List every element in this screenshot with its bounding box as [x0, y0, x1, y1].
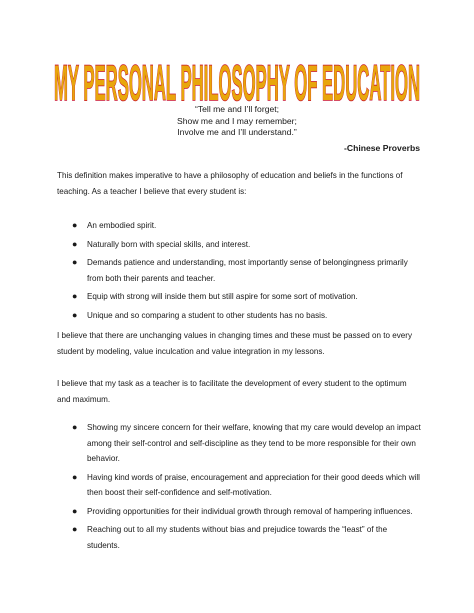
list-item — [72, 504, 422, 520]
quote-line: “Tell me and I’ll forget; — [194, 104, 280, 114]
bullet-icon: ● — [72, 422, 78, 432]
page-title-art — [52, 52, 422, 110]
list-item-text: An embodied spirit. — [87, 221, 157, 230]
epigraph-quote — [0, 104, 474, 139]
list-item-text: Unique and so comparing a student to other students has no basis. — [87, 310, 328, 320]
bullet-icon: ● — [72, 505, 78, 516]
page-title-text: MY PERSONAL PHILOSOPHY OF EDUCATION — [54, 55, 420, 110]
bullet-icon: ● — [72, 238, 78, 249]
intro-paragraph: This definition makes imperative to have a philosophy of education and beliefs in the functions of teaching. As a teacher I believe that every student is: — [57, 171, 403, 196]
quote-attribution: -Chinese Proverbs — [344, 143, 420, 153]
bullet-icon: ● — [72, 291, 78, 301]
quote-line: Involve me and I’ll understand.” — [177, 127, 297, 137]
list-item-text: Providing opportunities for their individual growth through removal of hampering influences. — [87, 506, 413, 516]
bullet-icon: ● — [72, 220, 78, 230]
list-item-text: Equip with strong will inside them but still aspire for some sort of motivation. — [87, 292, 358, 301]
list-item-text: Naturally born with special skills, and interest. — [87, 239, 251, 249]
list-item — [72, 237, 422, 253]
list-item — [72, 522, 422, 553]
list-item — [72, 470, 422, 501]
list-item — [72, 308, 422, 324]
page-title — [52, 52, 422, 110]
list-item — [72, 218, 422, 234]
bullet-icon: ● — [72, 524, 78, 534]
list-item-text: Having kind words of praise, encouragement and appreciation for their good deeds which will then boost their self-confidence and self-motivation. — [87, 472, 420, 497]
task-paragraph: I believe that my task as a teacher is to facilitate the development of every student to the optimum and maximum. — [57, 379, 407, 404]
bullet-icon: ● — [72, 309, 78, 320]
list-item — [72, 420, 422, 467]
list-item-text: Reaching out to all my students without bias and prejudice towards the “least” of the students. — [87, 525, 388, 550]
list-item-text: Demands patience and understanding, most importantly sense of belongingness primarily from both their parents and teacher. — [87, 258, 408, 283]
teacher-actions-list — [72, 417, 422, 553]
bullet-icon: ● — [72, 257, 78, 267]
bullet-icon: ● — [72, 471, 78, 482]
list-item — [72, 289, 422, 305]
list-item-text: Showing my sincere concern for their welfare, knowing that my care would develop an impact among their self-control and self-discipline as they tend to be more responsible for their own behavior. — [87, 423, 421, 463]
list-item — [72, 255, 422, 286]
student-traits-list — [72, 215, 422, 323]
quote-line: Show me and I may remember; — [177, 115, 297, 126]
values-paragraph: I believe that there are unchanging values in changing times and these must be passed on to every student by modeling, value inculcation and value integration in my lessons. — [57, 331, 413, 356]
